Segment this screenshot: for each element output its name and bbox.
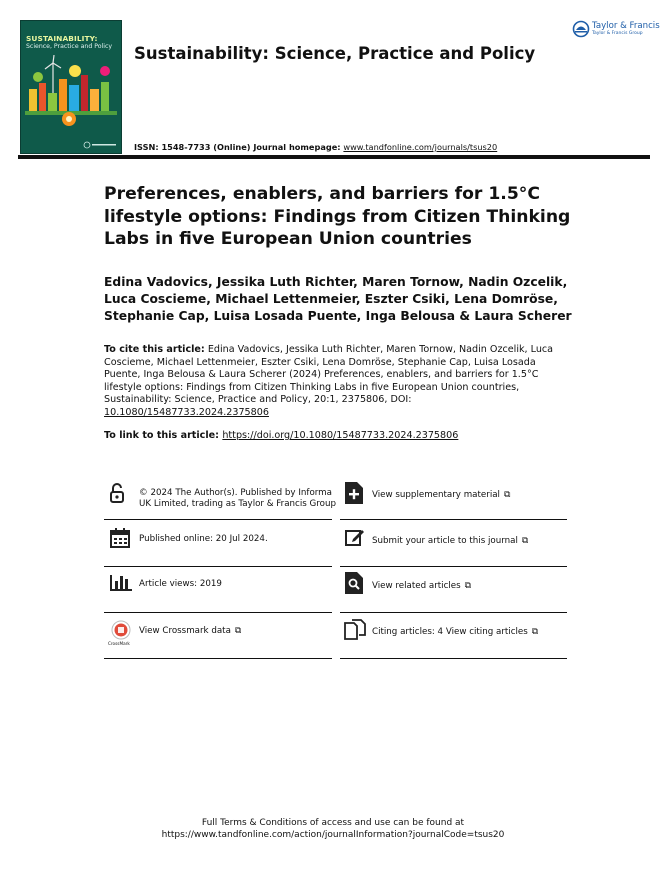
crossmark-label: View Crossmark data xyxy=(139,626,231,636)
external-link-icon: ⧉ xyxy=(234,626,242,636)
supplementary-label: View supplementary material xyxy=(372,490,500,500)
article-views: Article views: 2019 xyxy=(139,579,222,589)
published-online: Published online: 20 Jul 2024. xyxy=(139,534,268,544)
terms-url[interactable]: https://www.tandfonline.com/action/journalInformation?journalCode=tsus20 xyxy=(161,830,505,840)
right-divider-4 xyxy=(340,658,567,659)
journal-homepage-link[interactable]: www.tandfonline.com/journals/tsus20 xyxy=(343,142,498,152)
submit-label: Submit your article to this journal xyxy=(372,536,518,546)
header-divider xyxy=(18,155,650,159)
publisher-logo-icon xyxy=(572,19,590,39)
external-link-icon: ⧉ xyxy=(521,536,529,546)
external-link-icon: ⧉ xyxy=(503,490,511,500)
license-text: © 2024 The Author(s). Published by Informa UK Limited, trading as Taylor & Francis Group xyxy=(139,488,336,509)
related-label: View related articles xyxy=(372,581,461,591)
left-divider-3 xyxy=(104,612,332,613)
issn-text: ISSN: 1548-7733 (Online) Journal homepage: xyxy=(134,142,344,152)
article-link-label: To link to this article: xyxy=(104,430,223,441)
edit-icon xyxy=(345,527,365,547)
cover-illustration xyxy=(23,55,119,129)
citation-block xyxy=(104,344,556,420)
citing-articles-link[interactable] xyxy=(372,627,538,638)
related-articles-link[interactable] xyxy=(372,581,471,592)
right-divider-2 xyxy=(340,566,567,567)
publisher-group: Taylor & Francis Group xyxy=(592,31,643,36)
issn-line xyxy=(134,142,497,152)
external-link-icon: ⧉ xyxy=(531,627,539,637)
citation-label: To cite this article: xyxy=(104,344,205,355)
search-document-icon xyxy=(345,572,363,594)
article-doi-link[interactable]: https://doi.org/10.1080/15487733.2024.2375806 xyxy=(222,430,459,441)
calendar-icon xyxy=(110,528,130,548)
crossmark-link[interactable] xyxy=(139,626,241,637)
terms-line-1: Full Terms & Conditions of access and use can be found at xyxy=(201,818,465,828)
left-divider-2 xyxy=(104,566,332,567)
bar-chart-icon xyxy=(110,573,132,591)
right-divider-3 xyxy=(340,612,567,613)
article-authors: Edina Vadovics, Jessika Luth Richter, Maren Tornow, Nadin Ozcelik, Luca Coscieme, Michael Lettenmeier, Eszter Csiki, Lena Domröse, Stephanie Cap, Luisa Losada Puente, Inga Belousa & Laura Scherer xyxy=(104,275,572,324)
publisher-name: Taylor & Francis xyxy=(592,21,660,31)
cover-subtitle: Science, Practice and Policy xyxy=(26,43,113,50)
publisher-logo[interactable] xyxy=(572,19,660,41)
article-title: Preferences, enablers, and barriers for 1.5°C lifestyle options: Findings from Citizen Thinking Labs in five European Union countries xyxy=(104,184,571,249)
cover-title: SUSTAINABILITY: xyxy=(26,34,98,43)
cover-publisher-mark xyxy=(83,141,117,149)
crossmark-badge-label: CrossMark xyxy=(108,641,130,646)
citing-label: Citing articles: 4 View citing articles xyxy=(372,627,528,637)
left-divider-4 xyxy=(104,658,332,659)
citing-articles-icon xyxy=(344,619,366,641)
supplementary-file-icon xyxy=(345,482,363,504)
citation-doi-link[interactable]: 10.1080/15487733.2024.2375806 xyxy=(104,406,269,418)
open-access-icon xyxy=(109,482,125,504)
submit-article-link[interactable] xyxy=(372,536,528,547)
left-divider-1 xyxy=(104,519,332,520)
terms-footer xyxy=(0,817,666,841)
citation-text: Edina Vadovics, Jessika Luth Richter, Maren Tornow, Nadin Ozcelik, Luca Coscieme, Michael Lettenmeier, Eszter Csiki, Lena Domröse, Stephanie Cap, Luisa Losada Puente, Inga Belousa & Laura Scherer (2024) Preferences, enablers, and barriers for 1.5°C lifestyle options: Findings from Citizen Thinking Labs in five European Union countries, Sustainability: Science, Practice and Policy, 20:1, 2375806, DOI: xyxy=(104,344,554,406)
journal-cover[interactable] xyxy=(20,20,122,154)
supplementary-link[interactable] xyxy=(372,490,510,501)
article-link-line xyxy=(104,430,458,441)
right-divider-1 xyxy=(340,519,567,520)
journal-title: Sustainability: Science, Practice and Policy xyxy=(134,44,536,63)
external-link-icon: ⧉ xyxy=(464,581,472,591)
